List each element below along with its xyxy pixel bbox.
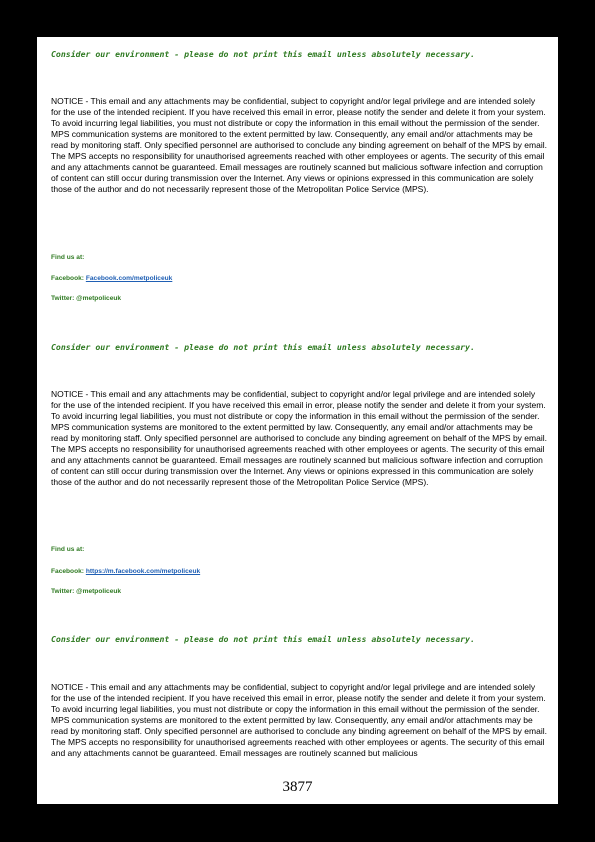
confidentiality-notice: NOTICE - This email and any attachments may be confidential, subject to copyright and/or legal privilege and are intended solely for the use of the intended recipient. If you have received this email in error, please notify the sender and delete it from your system. To avoid incurring legal liabilities, you must not distribute or copy the information in this email without the permission of the sender. MPS communication systems are monitored to the extent permitted by law. Consequently, any email and/or attachments may be read by monitoring staff. Only specified personnel are authorised to conclude any binding agreement on behalf of the MPS by email. The MPS accepts no responsibility for unauthorised agreements reached with other employees or agents. The security of this email and any attachments cannot be guaranteed. Email messages are routinely scanned but malicious software infection and corruption of content can still occur during transmission over the Internet. Any views or opinions expressed in this communication are solely those of the author and do not necessarily represent those of the Metropolitan Police Service (MPS). [51,96,547,194]
twitter-handle: Twitter: @metpoliceuk [51,588,122,595]
environment-notice: Consider our environment - please do not print this email unless absolutely necessary. [51,342,475,352]
find-us-label: Find us at: [51,546,85,553]
find-us-label: Find us at: [51,254,85,261]
environment-notice: Consider our environment - please do not print this email unless absolutely necessary. [51,49,475,59]
confidentiality-notice: NOTICE - This email and any attachments may be confidential, subject to copyright and/or legal privilege and are intended solely for the use of the intended recipient. If you have received this email in error, please notify the sender and delete it from your system. To avoid incurring legal liabilities, you must not distribute or copy the information in this email without the permission of the sender. MPS communication systems are monitored to the extent permitted by law. Consequently, any email and/or attachments may be read by monitoring staff. Only specified personnel are authorised to conclude any binding agreement on behalf of the MPS by email. The MPS accepts no responsibility for unauthorised agreements reached with other employees or agents. The security of this email and any attachments cannot be guaranteed. Email messages are routinely scanned but malicious software infection and corruption of content can still occur during transmission over the Internet. Any views or opinions expressed in this communication are solely those of the author and do not necessarily represent those of the Metropolitan Police Service (MPS). [51,389,547,487]
facebook-link[interactable]: https://m.facebook.com/metpoliceuk [85,568,201,575]
page-number: 3877 [282,779,313,795]
facebook-line [51,275,547,282]
confidentiality-notice: NOTICE - This email and any attachments may be confidential, subject to copyright and/or legal privilege and are intended solely for the use of the intended recipient. If you have received this email in error, please notify the sender and delete it from your system. To avoid incurring legal liabilities, you must not distribute or copy the information in this email without the permission of the sender. MPS communication systems are monitored to the extent permitted by law. Consequently, any email and/or attachments may be read by monitoring staff. Only specified personnel are authorised to conclude any binding agreement on behalf of the MPS by email. The MPS accepts no responsibility for unauthorised agreements reached with other employees or agents. The security of this email and any attachments cannot be guaranteed. Email messages are routinely scanned but malicious [51,682,547,758]
environment-notice: Consider our environment - please do not print this email unless absolutely necessary. [51,634,475,644]
facebook-link[interactable]: Facebook.com/metpoliceuk [85,275,173,282]
facebook-line [51,568,547,575]
facebook-label: Facebook: [51,275,84,282]
facebook-label: Facebook: [51,568,84,575]
document-page [37,37,558,804]
twitter-handle: Twitter: @metpoliceuk [51,295,122,302]
